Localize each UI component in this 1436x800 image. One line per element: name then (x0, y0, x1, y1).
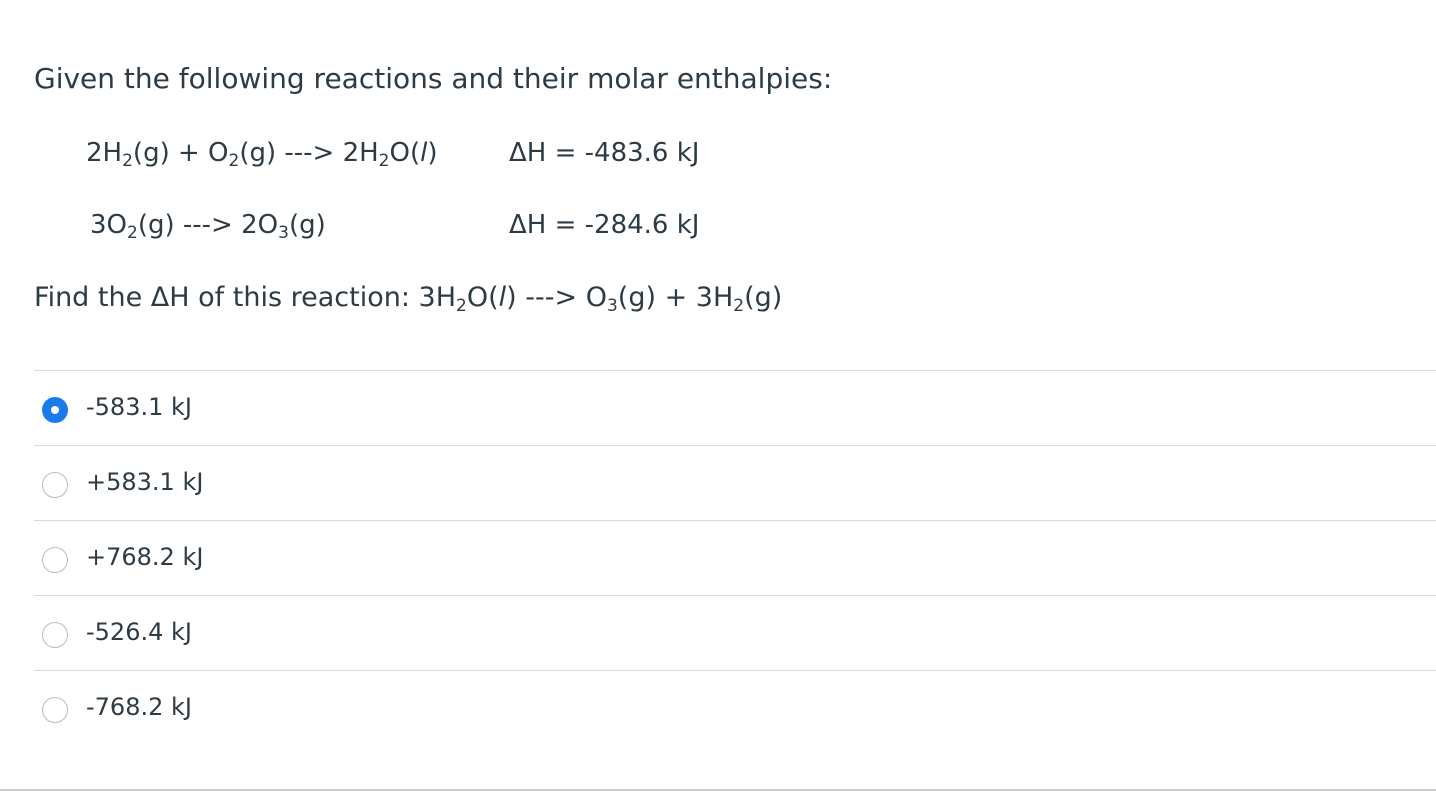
reaction-1-subscript: 2 (122, 151, 133, 171)
answer-option[interactable] (34, 670, 1436, 745)
reaction-1-part: O( (389, 138, 421, 168)
target-reaction-subscript: 3 (606, 296, 618, 316)
answer-option[interactable] (34, 445, 1436, 520)
target-reaction-part: ) ---> O (506, 282, 607, 313)
reaction-2-subscript: 3 (278, 223, 289, 243)
target-reaction-state: l (498, 282, 507, 313)
target-reaction-part: Find the ΔH of this reaction: 3H (34, 282, 456, 313)
radio-button[interactable] (42, 622, 68, 648)
target-reaction-subscript: 2 (456, 296, 467, 316)
target-reaction-part: O( (466, 282, 499, 313)
reaction-1-subscript: 2 (228, 151, 240, 171)
reaction-2-subscript: 2 (127, 223, 138, 243)
reaction-1-equation (86, 138, 438, 171)
answer-label[interactable]: -768.2 kJ (86, 693, 192, 721)
reaction-2-part: (g) ---> 2O (137, 210, 279, 240)
radio-button[interactable] (42, 397, 68, 423)
reaction-2-part: 3O (90, 210, 128, 240)
target-reaction-part: (g) + 3H (617, 282, 734, 313)
reaction-1-subscript: 2 (378, 151, 390, 171)
reaction-2-equation (90, 210, 326, 243)
answer-option[interactable] (34, 595, 1436, 670)
reaction-1-part: (g) ---> 2H (239, 138, 379, 168)
target-reaction-part: (g) (744, 282, 783, 313)
answer-label[interactable]: +583.1 kJ (86, 468, 204, 496)
target-reaction-prompt (34, 282, 783, 316)
reaction-1-part: ) (427, 138, 438, 168)
bottom-divider (0, 789, 1436, 791)
reaction-1-enthalpy: ΔH = -483.6 kJ (509, 138, 700, 168)
answer-option[interactable] (34, 520, 1436, 595)
question-intro: Given the following reactions and their molar enthalpies: (34, 62, 833, 95)
reaction-1-part: (g) + O (132, 138, 229, 168)
answer-label[interactable]: -526.4 kJ (86, 618, 192, 646)
target-reaction-subscript: 2 (733, 296, 745, 316)
radio-button[interactable] (42, 547, 68, 573)
answer-label[interactable]: -583.1 kJ (86, 393, 192, 421)
answer-option[interactable] (34, 370, 1436, 445)
reaction-1-part: 2H (86, 138, 123, 168)
reaction-2-enthalpy: ΔH = -284.6 kJ (509, 210, 700, 240)
answer-label[interactable]: +768.2 kJ (86, 543, 204, 571)
radio-button[interactable] (42, 697, 68, 723)
answer-list (34, 370, 1436, 745)
reaction-1-state: l (420, 138, 428, 168)
reaction-2-part: (g) (288, 210, 326, 240)
radio-button[interactable] (42, 472, 68, 498)
